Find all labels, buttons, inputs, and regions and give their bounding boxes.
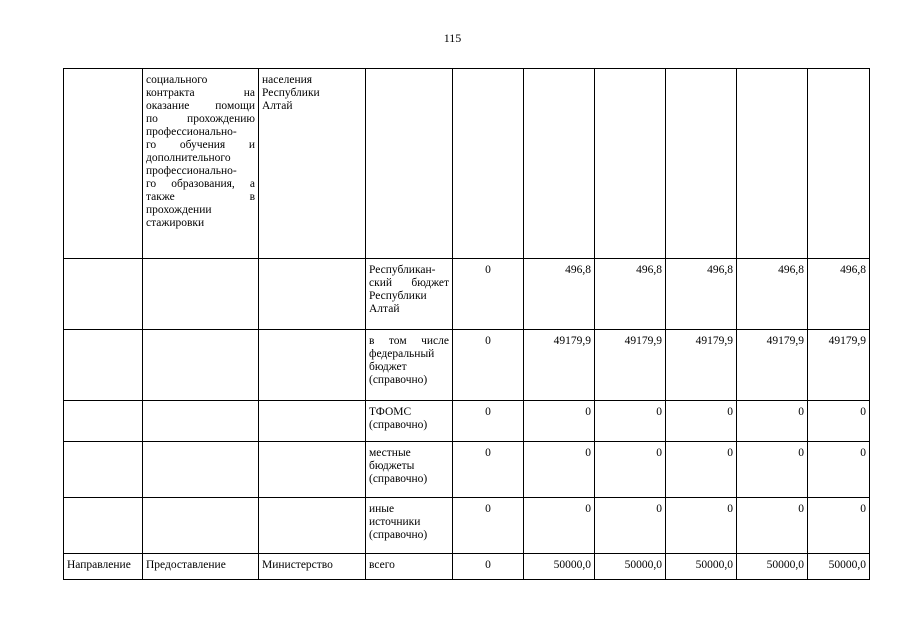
- cell-measure: [143, 554, 259, 580]
- cell-line: дополнительного: [146, 152, 231, 164]
- table-row: [64, 69, 870, 259]
- cell-line: (справочно): [369, 529, 428, 541]
- cell-line: Республики: [369, 290, 427, 302]
- cell-executor: [259, 259, 366, 330]
- cell-value: [453, 69, 524, 259]
- cell-line: в том числе: [369, 335, 449, 347]
- value-text: 0: [485, 264, 491, 276]
- value-text: 496,8: [565, 264, 591, 276]
- value-text: 0: [485, 559, 491, 571]
- value-text: 0: [798, 406, 804, 418]
- cell-value: [595, 69, 666, 259]
- cell-line: федеральный: [369, 348, 435, 360]
- cell-line: Республики: [262, 87, 320, 99]
- cell-value: [808, 554, 870, 580]
- value-text: 50000,0: [624, 559, 662, 571]
- cell-value: [595, 498, 666, 554]
- cell-line: также в: [146, 191, 255, 203]
- cell-value: [524, 259, 595, 330]
- cell-value: [595, 330, 666, 401]
- cell-source: [366, 69, 453, 259]
- value-text: 50000,0: [553, 559, 591, 571]
- cell-measure: [143, 69, 259, 259]
- cell-line: Министерство: [262, 559, 333, 571]
- value-text: 0: [656, 503, 662, 515]
- cell-executor: [259, 330, 366, 401]
- value-text: 0: [485, 503, 491, 515]
- cell-line: прохождении: [146, 204, 212, 216]
- cell-value: [595, 259, 666, 330]
- value-text: 496,8: [636, 264, 662, 276]
- cell-executor: [259, 69, 366, 259]
- cell-value: [666, 69, 737, 259]
- table-row: [64, 330, 870, 401]
- value-text: 0: [860, 503, 866, 515]
- value-text: 0: [727, 406, 733, 418]
- budget-table: [63, 68, 870, 580]
- cell-value: [666, 554, 737, 580]
- value-text: 0: [860, 447, 866, 459]
- cell-source: [366, 442, 453, 498]
- table-row: [64, 554, 870, 580]
- value-text: 0: [860, 406, 866, 418]
- cell-value: [453, 401, 524, 442]
- cell-measure: [143, 330, 259, 401]
- value-text: 0: [656, 406, 662, 418]
- cell-executor: [259, 498, 366, 554]
- cell-value: [453, 498, 524, 554]
- cell-line: профессионально-: [146, 165, 237, 177]
- cell-value: [808, 69, 870, 259]
- cell-line: стажировки: [146, 217, 205, 229]
- value-text: 496,8: [778, 264, 804, 276]
- cell-value: [524, 330, 595, 401]
- table-row: [64, 401, 870, 442]
- value-text: 49179,9: [766, 335, 804, 347]
- cell-value: [666, 259, 737, 330]
- cell-line: населения: [262, 74, 313, 86]
- cell-line: по прохождению: [146, 113, 255, 125]
- value-text: 49179,9: [624, 335, 662, 347]
- cell-line: ТФОМС: [369, 406, 412, 418]
- cell-measure: [143, 259, 259, 330]
- cell-value: [524, 401, 595, 442]
- cell-line: (справочно): [369, 473, 428, 485]
- value-text: 0: [485, 447, 491, 459]
- value-text: 0: [485, 406, 491, 418]
- cell-value: [453, 259, 524, 330]
- value-text: 49179,9: [553, 335, 591, 347]
- cell-source: [366, 401, 453, 442]
- value-text: 49179,9: [695, 335, 733, 347]
- cell-value: [737, 69, 808, 259]
- table-body: [64, 69, 870, 580]
- cell-line: социального: [146, 74, 208, 86]
- value-text: 0: [485, 335, 491, 347]
- value-text: 496,8: [840, 264, 866, 276]
- page-number: 115: [443, 31, 462, 45]
- table-row: [64, 259, 870, 330]
- cell-value: [737, 498, 808, 554]
- cell-executor: [259, 442, 366, 498]
- cell-value: [666, 498, 737, 554]
- cell-line: го образования, а: [146, 178, 255, 190]
- cell-value: [666, 330, 737, 401]
- cell-value: [737, 259, 808, 330]
- cell-executor: [259, 554, 366, 580]
- value-text: 0: [656, 447, 662, 459]
- cell-source: [366, 330, 453, 401]
- cell-value: [666, 401, 737, 442]
- cell-value: [808, 442, 870, 498]
- cell-value: [595, 554, 666, 580]
- cell-value: [808, 401, 870, 442]
- cell-line: местные: [369, 447, 411, 459]
- cell-direction: [64, 330, 143, 401]
- cell-line: оказание помощи: [146, 100, 255, 112]
- cell-measure: [143, 401, 259, 442]
- cell-value: [453, 330, 524, 401]
- cell-value: [808, 498, 870, 554]
- cell-executor: [259, 401, 366, 442]
- cell-line: (справочно): [369, 374, 428, 386]
- value-text: 0: [585, 406, 591, 418]
- cell-direction: [64, 498, 143, 554]
- cell-line: источники: [369, 516, 421, 528]
- cell-direction: [64, 69, 143, 259]
- cell-source: [366, 498, 453, 554]
- cell-measure: [143, 498, 259, 554]
- table-row: [64, 498, 870, 554]
- cell-value: [737, 401, 808, 442]
- cell-direction: [64, 259, 143, 330]
- cell-source: [366, 554, 453, 580]
- cell-line: Республикан-: [369, 264, 436, 276]
- cell-value: [737, 554, 808, 580]
- cell-line: го обучения и: [146, 139, 255, 151]
- cell-source: [366, 259, 453, 330]
- cell-value: [524, 554, 595, 580]
- value-text: 49179,9: [828, 335, 866, 347]
- cell-line: бюджет: [369, 361, 407, 373]
- cell-line: контракта на: [146, 87, 255, 99]
- cell-line: ский бюджет: [369, 277, 449, 289]
- cell-measure: [143, 442, 259, 498]
- cell-value: [808, 259, 870, 330]
- cell-line: иные: [369, 503, 395, 515]
- value-text: 0: [798, 503, 804, 515]
- cell-value: [737, 442, 808, 498]
- cell-direction: [64, 442, 143, 498]
- value-text: 0: [727, 503, 733, 515]
- cell-value: [666, 442, 737, 498]
- cell-text: Направление: [67, 559, 131, 571]
- cell-line: (справочно): [369, 419, 428, 431]
- value-text: 0: [585, 503, 591, 515]
- value-text: 50000,0: [766, 559, 804, 571]
- value-text: 50000,0: [828, 559, 866, 571]
- cell-line: Алтай: [369, 303, 400, 315]
- cell-value: [737, 330, 808, 401]
- cell-value: [524, 442, 595, 498]
- cell-value: [595, 442, 666, 498]
- value-text: 0: [798, 447, 804, 459]
- value-text: 0: [727, 447, 733, 459]
- cell-value: [808, 330, 870, 401]
- cell-value: [595, 401, 666, 442]
- cell-value: [524, 498, 595, 554]
- value-text: 50000,0: [695, 559, 733, 571]
- value-text: 0: [585, 447, 591, 459]
- value-text: 496,8: [707, 264, 733, 276]
- cell-line: всего: [369, 559, 395, 571]
- cell-value: [453, 554, 524, 580]
- table-row: [64, 442, 870, 498]
- cell-line: бюджеты: [369, 460, 415, 472]
- cell-value: [453, 442, 524, 498]
- cell-value: [524, 69, 595, 259]
- cell-direction: [64, 554, 143, 580]
- cell-line: Алтай: [262, 100, 293, 112]
- cell-line: профессионально-: [146, 126, 237, 138]
- cell-direction: [64, 401, 143, 442]
- cell-line: Предоставление: [146, 559, 226, 571]
